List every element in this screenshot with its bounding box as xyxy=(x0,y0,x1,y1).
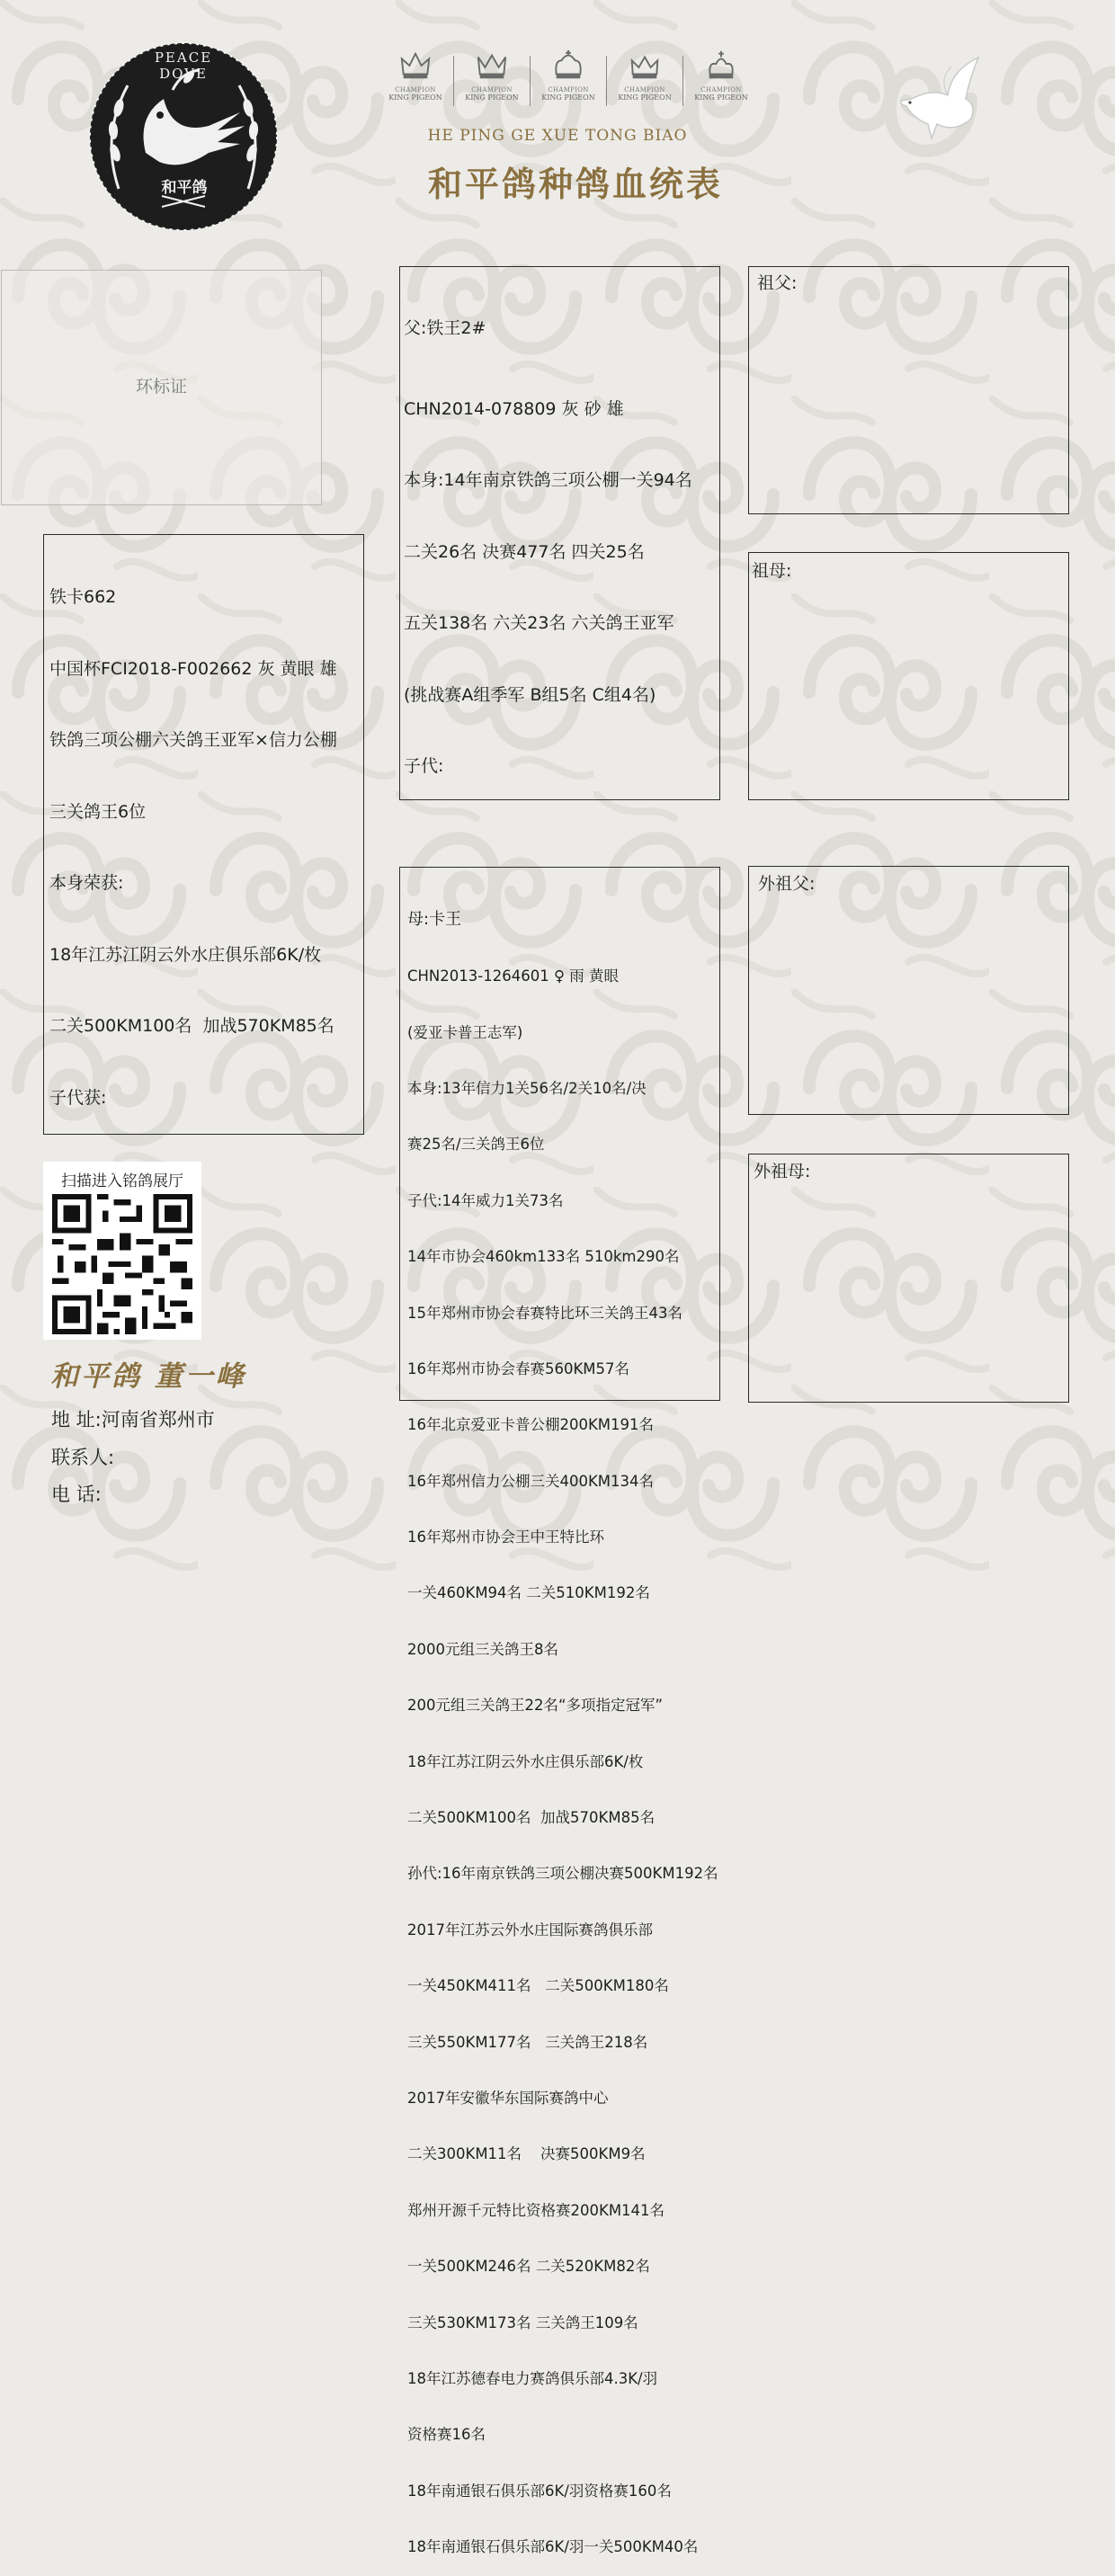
father-lines xyxy=(404,269,720,800)
mother-line: 子代:14年威力1关73名 xyxy=(407,1191,564,1209)
father-line: 本身:14年南京铁鸽三项公棚一关94名 xyxy=(404,470,692,490)
address-value: 河南省郑州市 xyxy=(101,1409,215,1431)
father-line: 二关26名 决赛477名 四关25名 xyxy=(404,541,645,562)
subject-line: 二关500KM100名 加战570KM85名 xyxy=(49,1016,334,1036)
father-line: 父:铁王2# xyxy=(404,318,486,338)
mother-line: 18年南通银石俱乐部6K/羽一关500KM40名 xyxy=(407,2538,699,2556)
crown-caption: CHAMPION xyxy=(548,86,589,94)
mother-line: 16年郑州市协会王中王特比环 xyxy=(407,1529,604,1546)
mother-line: 三关530KM173名 三关鸽王109名 xyxy=(407,2313,638,2331)
mother-line: 赛25名/三关鸽王6位 xyxy=(407,1136,545,1154)
paternal-grandmother-label: 祖母: xyxy=(752,561,792,581)
mother-line: 14年市协会460km133名 510km290名 xyxy=(407,1248,680,1266)
mother-line: 一关450KM411名 二关500KM180名 xyxy=(407,1977,669,1995)
crown-name: KING PIGEON xyxy=(388,94,442,102)
father-line: 子代: xyxy=(404,756,444,776)
mother-line: 18年江苏江阴云外水庄俱乐部6K/枚 xyxy=(407,1752,644,1770)
mother-line: 16年郑州信力公棚三关400KM134名 xyxy=(407,1472,655,1490)
subject-line: 铁鸽三项公棚六关鸽王亚军×信力公棚 xyxy=(49,730,337,750)
logo-center-text: 和平鸽 xyxy=(161,179,208,197)
crown-badge-5 xyxy=(685,49,757,102)
mother-line: 2017年安徽华东国际赛鸽中心 xyxy=(407,2090,609,2107)
mother-line: 孙代:16年南京铁鸽三项公棚决赛500KM192名 xyxy=(407,1865,718,1883)
crown-badge-1 xyxy=(379,49,451,102)
crown-name: KING PIGEON xyxy=(541,94,595,102)
mother-lines xyxy=(407,871,718,2576)
qr-code[interactable] xyxy=(52,1194,192,1334)
phone-row xyxy=(51,1480,102,1507)
mother-line: 16年北京爱亚卡普公棚200KM191名 xyxy=(407,1416,655,1434)
ring-cert-box xyxy=(1,270,322,505)
crown-badge-4 xyxy=(609,49,681,102)
signature: 和平鸽 董一峰 xyxy=(50,1360,246,1393)
dove-icon xyxy=(896,52,986,146)
page-title: 和平鸽种鸽血统表 xyxy=(427,164,723,204)
mother-line: 18年南通银石俱乐部6K/羽资格赛160名 xyxy=(407,2482,672,2500)
maternal-grandfather-label: 外祖父: xyxy=(758,874,816,894)
crown-name: KING PIGEON xyxy=(465,94,519,102)
phone-label: 电 话: xyxy=(51,1484,102,1505)
mother-line: 18年江苏德春电力赛鸽俱乐部4.3K/羽 xyxy=(407,2369,658,2387)
crown-icon xyxy=(628,49,662,83)
crown-caption: CHAMPION xyxy=(624,86,665,94)
address-label: 地 址: xyxy=(51,1409,102,1431)
subject-line: 18年江苏江阴云外水庄俱乐部6K/枚 xyxy=(49,944,322,965)
crown-caption: CHAMPION xyxy=(700,86,742,94)
mother-line: 郑州开源千元特比资格赛200KM141名 xyxy=(407,2201,665,2219)
subject-lines xyxy=(49,538,364,1135)
mother-line: 二关500KM100名 加战570KM85名 xyxy=(407,1809,656,1827)
contact-label: 联系人: xyxy=(51,1447,115,1468)
mother-line: 一关500KM246名 二关520KM82名 xyxy=(407,2258,650,2276)
crown-badge-3 xyxy=(532,49,604,102)
mother-line: (爱亚卡普王志军) xyxy=(407,1023,523,1041)
crown-name: KING PIGEON xyxy=(618,94,672,102)
crown-icon xyxy=(551,49,585,83)
subject-line: 本身荣获: xyxy=(49,873,124,893)
maternal-grandfather-box xyxy=(748,866,1069,1115)
pinyin-title: HE PING GE XUE TONG BIAO xyxy=(427,127,688,145)
mother-line: 三关550KM177名 三关鸽王218名 xyxy=(407,2033,648,2051)
maternal-grandmother-box xyxy=(748,1154,1069,1403)
mother-line: 15年郑州市协会春赛特比环三关鸽王43名 xyxy=(407,1304,682,1322)
crown-divider xyxy=(682,56,683,106)
crown-divider xyxy=(530,56,531,106)
qr-caption: 扫描进入铭鸽展厅 xyxy=(61,1172,183,1190)
mother-line: 2000元组三关鸽王8名 xyxy=(407,1640,558,1658)
mother-line: 一关460KM94名 二关510KM192名 xyxy=(407,1584,650,1602)
mother-line: 本身:13年信力1关56名/2关10名/决 xyxy=(407,1079,647,1097)
mother-line: 2017年江苏云外水庄国际赛鸽俱乐部 xyxy=(407,1921,653,1939)
father-line: 五关138名 六关23名 六关鸽王亚军 xyxy=(404,613,674,633)
contact-row xyxy=(51,1443,114,1470)
crown-badge-2 xyxy=(456,49,528,102)
crown-icon xyxy=(475,49,509,83)
crown-icon xyxy=(398,49,433,83)
address-row xyxy=(51,1405,215,1432)
mother-line: 资格赛16名 xyxy=(407,2426,486,2444)
subject-line: 中国杯FCI2018-F002662 灰 黄眼 雄 xyxy=(49,658,337,679)
maternal-grandmother-label: 外祖母: xyxy=(754,1162,811,1181)
ring-cert-label: 环标证 xyxy=(135,377,187,397)
paternal-grandmother-box xyxy=(748,552,1069,800)
subject-line: 三关鸽王6位 xyxy=(49,801,147,822)
mother-line: 母:卡王 xyxy=(407,909,462,929)
crown-icon xyxy=(704,49,738,83)
logo-top-text: PEACE DOVE xyxy=(154,49,213,82)
father-line: CHN2014-078809 灰 砂 雄 xyxy=(404,398,624,419)
paternal-grandfather-label: 祖父: xyxy=(757,273,798,293)
subject-line: 铁卡662 xyxy=(49,587,117,607)
crown-caption: CHAMPION xyxy=(471,86,513,94)
crown-name: KING PIGEON xyxy=(694,94,748,102)
crown-divider xyxy=(453,56,454,106)
mother-line: 二关300KM11名 决赛500KM9名 xyxy=(407,2145,646,2163)
crown-divider xyxy=(606,56,607,106)
mother-line: 200元组三关鸽王22名“多项指定冠军” xyxy=(407,1697,664,1715)
mother-line: CHN2013-1264601 ♀ 雨 黄眼 xyxy=(407,967,620,985)
father-box xyxy=(399,266,720,800)
subject-line: 子代获: xyxy=(49,1087,107,1108)
subject-pigeon-box xyxy=(43,534,364,1135)
mother-line: 16年郑州市协会春赛560KM57名 xyxy=(407,1359,630,1377)
father-line: (挑战赛A组季军 B组5名 C组4名) xyxy=(404,684,656,705)
crown-caption: CHAMPION xyxy=(395,86,436,94)
paternal-grandfather-box xyxy=(748,266,1069,514)
